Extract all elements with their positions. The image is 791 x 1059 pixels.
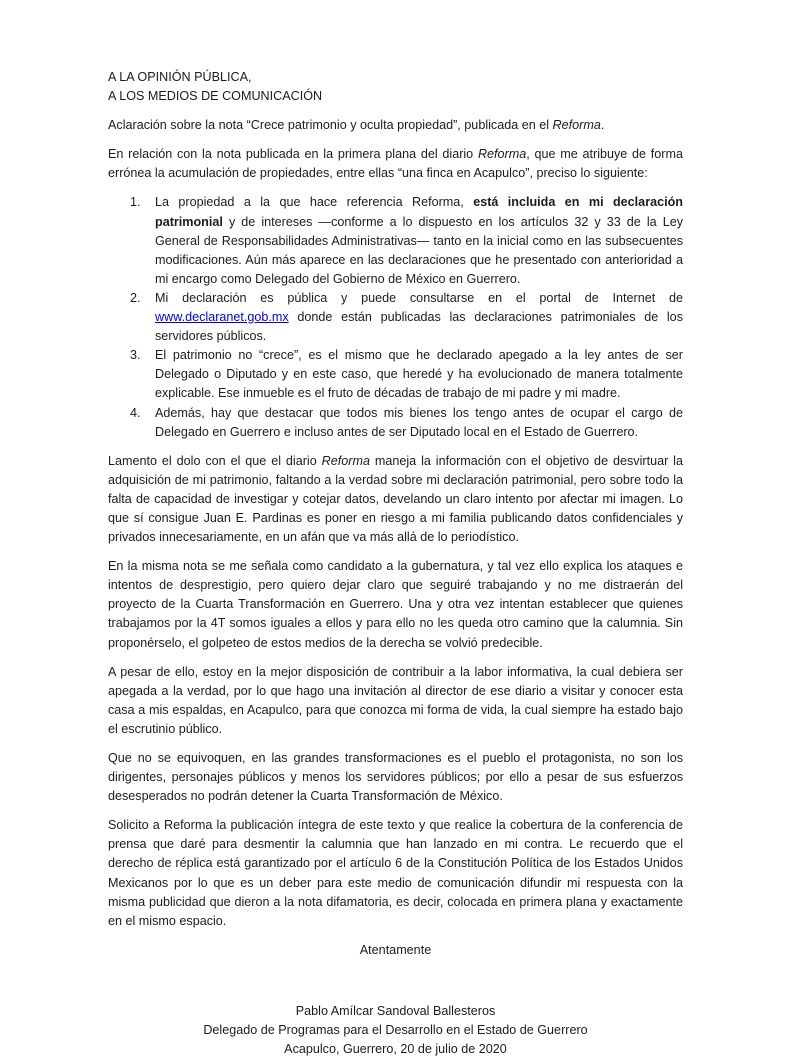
list-item-4 (108, 404, 683, 442)
list-item-3 (108, 346, 683, 403)
list-item-2-segment-pre: Mi declaración es pública y puede consultarse en el portal de Internet de (155, 290, 683, 305)
declaranet-link[interactable]: www.declaranet.gob.mx (155, 310, 289, 325)
list-item-4-number: 4. (130, 405, 141, 420)
reforma-italic: Reforma (552, 118, 601, 133)
list-item-1-segment-pre: La propiedad a la que hace referencia Reforma, (155, 195, 474, 210)
signature-place-date: Acapulco, Guerrero, 20 de julio de 2020 (284, 1042, 507, 1057)
lamento-text-post: maneja la información con el objetivo de desvirtuar la adquisición de mi patrimonio, faltando a la verdad sobre mi declaración patrimonial, pero sobre todo la falta de capacidad de investigar y cotejar datos, develando un claro intento por afectar mi imagen. Lo que sí consigue Juan E. Pardinas es poner en riesgo a mi familia publicando datos confidenciales y privados innecesariamente, en un afán que va más allá de lo periodístico. (108, 453, 683, 545)
intro-paragraph (108, 145, 683, 183)
reforma-italic: Reforma (321, 453, 370, 468)
list-item-3-text: El patrimonio no “crece”, es el mismo que he declarado apegado a la ley antes de ser Delegado o Diputado y en este caso, que heredé y ha evolucionado de manera totalmente explicable. Ese inmueble es el fruto de décadas de trabajo de mi padre y mi madre. (155, 348, 683, 401)
list-item-2 (108, 289, 683, 346)
signature-block (108, 1002, 683, 1059)
addressee-line-2: A LOS MEDIOS DE COMUNICACIÓN (108, 89, 323, 104)
subject-text-post: . (600, 118, 605, 133)
list-item-1-segment-post: y de intereses —conforme a lo dispuesto en los artículos 32 y 33 de la Ley General de Responsabilidades Administrativas— tanto en la inicial como en las subsecuentes modificaciones. Aún más aparece en las declaraciones que he presentado con anterioridad a mi encargo como Delegado del Gobierno de México en Guerrero. (155, 214, 683, 286)
paragraph-solicito: Solicito a Reforma la publicación íntegra de este texto y que realice la cobertura de la conferencia de prensa que daré para desmentir la calumnia que han lanzado en mi contra. Le recuerdo que el derecho de réplica está garantizado por el artículo 6 de la Constitución Política de los Estados Unidos Mexicanos por lo que es un deber para este medio de comunicación difundir mi respuesta con la misma publicidad que dieron a la nota difamatoria, es decir, colocada en primera plana y exactamente en el mismo espacio. (108, 818, 683, 928)
list-item-1 (108, 193, 683, 288)
letter-content (108, 68, 683, 1059)
paragraph-misma-nota: En la misma nota se me señala como candidato a la gubernatura, y tal vez ello explica los ataques e intentos de desprestigio, pero quiero dejar claro que seguiré trabajando y no me distraerán del proyecto de la Cuarta Transformación en Guerrero. Una y otra vez intentan establecer que quienes trabajamos por la 4T somos iguales a ellos y para ello no les queda otro camino que la calumnia. Sin proponérselo, el golpeteo de estos medios de la derecha se volvió predecible. (108, 559, 683, 650)
list-item-2-segment-post: donde están publicadas las declaraciones patrimoniales de los servidores públicos. (155, 310, 683, 344)
signature-title: Delegado de Programas para el Desarrollo en el Estado de Guerrero (203, 1023, 588, 1038)
signature-name: Pablo Amílcar Sandoval Ballesteros (295, 1003, 496, 1018)
reforma-italic: Reforma (477, 147, 527, 162)
subject-text-pre: Aclaración sobre la nota “Crece patrimonio y oculta propiedad”, publicada en el (108, 118, 553, 133)
intro-text-pre: En relación con la nota publicada en la primera plana del diario (108, 147, 478, 162)
addressee-block (108, 68, 683, 106)
declaration-bold-segment: está incluida en mi declaración patrimonial (155, 195, 683, 229)
addressee-line-1: A LA OPINIÓN PÚBLICA, (108, 70, 252, 84)
list-item-1-number: 1. (130, 195, 141, 210)
intro-text-post: , que me atribuye de forma errónea la acumulación de propiedades, entre ellas “una finca en Acapulco”, preciso lo siguiente: (108, 147, 683, 181)
list-item-2-text (155, 289, 683, 346)
lamento-text-pre: Lamento el dolo con el que el diario (108, 453, 322, 468)
list-item-3-number: 3. (130, 348, 141, 363)
list-item-2-number: 2. (130, 290, 141, 305)
list-item-4-text: Además, hay que destacar que todos mis bienes los tengo antes de ocupar el cargo de Delegado en Guerrero e incluso antes de ser Diputado local en el Estado de Guerrero. (155, 405, 683, 439)
closing-atentamente: Atentamente (359, 942, 432, 957)
subject-line (108, 116, 683, 135)
paragraph-que-no-se-equivoquen: Que no se equivoquen, en las grandes transformaciones es el pueblo el protagonista, no son los dirigentes, personajes públicos y menos los servidores públicos; por ello a pesar de sus esfuerzos desesperados no podrán detener la Cuarta Transformación de México. (108, 751, 683, 804)
paragraph-lamento (108, 452, 683, 547)
list-item-1-text (155, 193, 683, 288)
paragraph-a-pesar: A pesar de ello, estoy en la mejor disposición de contribuir a la labor informativa, la cual debiera ser apegada a la verdad, por lo que hago una invitación al director de ese diario a visitar y conocer esta casa a mis espaldas, en Acapulco, para que conozca mi forma de vida, la cual siempre ha estado bajo el escrutinio público. (108, 664, 683, 736)
numbered-list (108, 193, 683, 441)
